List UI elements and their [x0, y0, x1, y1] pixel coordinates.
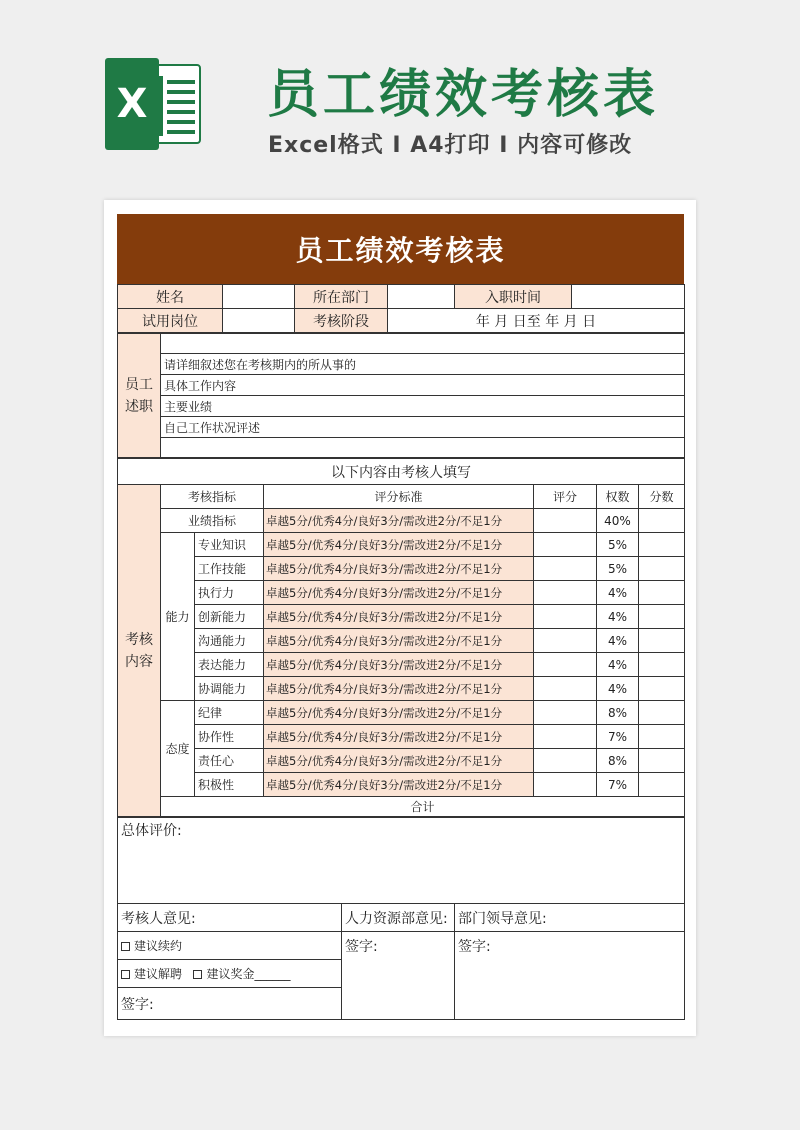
score-cell[interactable]: [534, 725, 597, 749]
attitude-item: 责任心: [195, 749, 264, 773]
criteria-cell: 卓越5分/优秀4分/良好3分/需改进2分/不足1分: [264, 677, 534, 701]
criteria-cell: 卓越5分/优秀4分/良好3分/需改进2分/不足1分: [264, 725, 534, 749]
weight-cell: 5%: [597, 557, 639, 581]
score-cell[interactable]: [534, 701, 597, 725]
position-label: 试用岗位: [118, 309, 223, 333]
dept-field[interactable]: [388, 285, 455, 309]
points-cell[interactable]: [639, 653, 685, 677]
points-cell[interactable]: [639, 533, 685, 557]
section-label: 考核内容: [118, 485, 161, 817]
excel-x-icon: X: [105, 58, 159, 150]
criteria-cell: 卓越5分/优秀4分/良好3分/需改进2分/不足1分: [264, 701, 534, 725]
points-cell[interactable]: [639, 773, 685, 797]
assessor-opinion-label: 考核人意见:: [118, 904, 342, 932]
assess-note: 以下内容由考核人填写: [118, 459, 685, 485]
criteria-cell: 卓越5分/优秀4分/良好3分/需改进2分/不足1分: [264, 773, 534, 797]
statement-table: [117, 333, 685, 458]
ability-item: 执行力: [195, 581, 264, 605]
weight-cell: 4%: [597, 605, 639, 629]
hr-opinion-label: 人力资源部意见:: [342, 904, 455, 932]
checkbox-icon[interactable]: [121, 970, 130, 979]
ability-item: 工作技能: [195, 557, 264, 581]
excel-logo: [103, 58, 203, 150]
score-cell[interactable]: [534, 533, 597, 557]
position-field[interactable]: [223, 309, 295, 333]
weight-cell: 4%: [597, 629, 639, 653]
period-label: 考核阶段: [295, 309, 388, 333]
attitude-item: 纪律: [195, 701, 264, 725]
leader-sign[interactable]: 签字:: [455, 932, 685, 1020]
dismiss-option-label: 建议解聘: [134, 967, 183, 981]
banner-subtitle: Excel格式 I A4打印 I 内容可修改: [268, 133, 633, 158]
dept-label: 所在部门: [295, 285, 388, 309]
checkbox-icon[interactable]: [193, 970, 202, 979]
form-title: 员工绩效考核表: [117, 214, 684, 284]
criteria-header: 评分标准: [264, 485, 534, 509]
indicator-header: 考核指标: [161, 485, 264, 509]
statement-row[interactable]: 具体工作内容: [161, 375, 685, 396]
attitude-item: 协作性: [195, 725, 264, 749]
criteria-cell: 卓越5分/优秀4分/良好3分/需改进2分/不足1分: [264, 533, 534, 557]
weight-header: 权数: [597, 485, 639, 509]
statement-label: 员工述职: [118, 334, 161, 458]
weight-cell: 5%: [597, 533, 639, 557]
statement-blank[interactable]: [161, 334, 685, 354]
score-cell[interactable]: [534, 629, 597, 653]
ability-item: 创新能力: [195, 605, 264, 629]
weight-cell: 4%: [597, 653, 639, 677]
statement-row[interactable]: [161, 438, 685, 458]
statement-row[interactable]: 自己工作状况评述: [161, 417, 685, 438]
points-cell[interactable]: [639, 677, 685, 701]
weight-cell: 4%: [597, 677, 639, 701]
criteria-cell: 卓越5分/优秀4分/良好3分/需改进2分/不足1分: [264, 581, 534, 605]
paper-sheet: [104, 200, 696, 1036]
info-table: [117, 284, 685, 333]
banner-title: 员工绩效考核表: [267, 65, 660, 125]
period-field[interactable]: 年 月 日至 年 月 日: [388, 309, 685, 333]
score-cell[interactable]: [534, 557, 597, 581]
renew-option-label: 建议续约: [134, 939, 183, 953]
ability-item: 沟通能力: [195, 629, 264, 653]
weight-cell: 7%: [597, 725, 639, 749]
points-cell[interactable]: [639, 581, 685, 605]
score-cell[interactable]: [534, 653, 597, 677]
bonus-option-label: 建议奖金______: [206, 967, 291, 981]
dismiss-bonus-options: [118, 960, 342, 988]
points-cell[interactable]: [639, 749, 685, 773]
join-date-label: 入职时间: [455, 285, 572, 309]
checkbox-icon[interactable]: [121, 942, 130, 951]
points-cell[interactable]: [639, 509, 685, 533]
statement-row[interactable]: 请详细叙述您在考核期内的所从事的: [161, 354, 685, 375]
leader-opinion-label: 部门领导意见:: [455, 904, 685, 932]
ability-item: 表达能力: [195, 653, 264, 677]
statement-row[interactable]: 主要业绩: [161, 396, 685, 417]
evaluation-table: [117, 817, 685, 1020]
assessment-table: [117, 458, 685, 817]
criteria-cell: 卓越5分/优秀4分/良好3分/需改进2分/不足1分: [264, 653, 534, 677]
criteria-cell: 卓越5分/优秀4分/良好3分/需改进2分/不足1分: [264, 629, 534, 653]
criteria-cell: 卓越5分/优秀4分/良好3分/需改进2分/不足1分: [264, 509, 534, 533]
performance-name: 业绩指标: [161, 509, 264, 533]
attitude-item: 积极性: [195, 773, 264, 797]
overall-evaluation[interactable]: 总体评价:: [118, 818, 685, 904]
points-cell[interactable]: [639, 701, 685, 725]
weight-cell: 4%: [597, 581, 639, 605]
score-cell[interactable]: [534, 605, 597, 629]
score-cell[interactable]: [534, 773, 597, 797]
points-header: 分数: [639, 485, 685, 509]
total-label: 合计: [161, 797, 685, 817]
weight-cell: 7%: [597, 773, 639, 797]
criteria-cell: 卓越5分/优秀4分/良好3分/需改进2分/不足1分: [264, 557, 534, 581]
attitude-label: 态度: [161, 701, 195, 797]
points-cell[interactable]: [639, 629, 685, 653]
points-cell[interactable]: [639, 725, 685, 749]
criteria-cell: 卓越5分/优秀4分/良好3分/需改进2分/不足1分: [264, 749, 534, 773]
score-cell[interactable]: [534, 677, 597, 701]
ability-item: 专业知识: [195, 533, 264, 557]
ability-label: 能力: [161, 533, 195, 701]
score-header: 评分: [534, 485, 597, 509]
hr-sign[interactable]: 签字:: [342, 932, 455, 1020]
join-date-field[interactable]: [572, 285, 685, 309]
assessor-sign[interactable]: 签字:: [118, 988, 342, 1020]
name-field[interactable]: [223, 285, 295, 309]
criteria-cell: 卓越5分/优秀4分/良好3分/需改进2分/不足1分: [264, 605, 534, 629]
form-sheet: [117, 214, 684, 1020]
score-cell[interactable]: [534, 749, 597, 773]
points-cell[interactable]: [639, 605, 685, 629]
points-cell[interactable]: [639, 557, 685, 581]
score-cell[interactable]: [534, 581, 597, 605]
score-cell[interactable]: [534, 509, 597, 533]
weight-cell: 8%: [597, 701, 639, 725]
name-label: 姓名: [118, 285, 223, 309]
weight-cell: 8%: [597, 749, 639, 773]
weight-cell: 40%: [597, 509, 639, 533]
ability-item: 协调能力: [195, 677, 264, 701]
renew-option[interactable]: [118, 932, 342, 960]
